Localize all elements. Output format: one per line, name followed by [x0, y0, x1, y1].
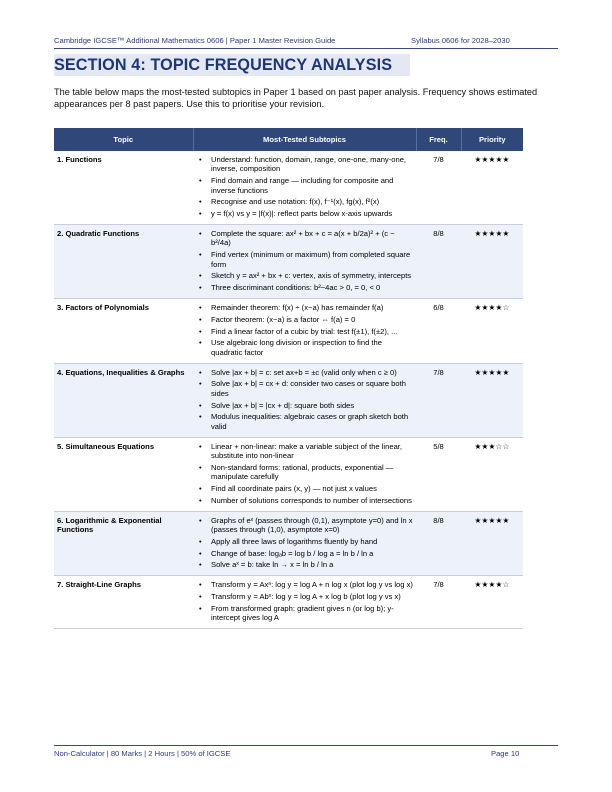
topic-cell: 7. Straight-Line Graphs: [54, 576, 193, 629]
intro-paragraph: The table below maps the most-tested subtopics in Paper 1 based on past paper analysis. Frequency shows estimated appearances per 8 past papers. Use this to prioritise your revision.: [54, 87, 538, 109]
subtopic-list: [196, 229, 413, 293]
topic-cell: 1. Functions: [54, 151, 193, 225]
subtopic-item: • Find a linear factor of a cubic by trial: test f(±1), f(±2), ...: [211, 327, 413, 336]
topic-cell: 6. Logarithmic & Exponential Functions: [54, 511, 193, 576]
subtopic-item: • Three discriminant conditions: b²−4ac > 0, = 0, < 0: [211, 283, 413, 292]
subtopic-item: • Solve |ax + b| = |cx + d|: square both sides: [211, 401, 413, 410]
subtopic-item: • y = f(x) vs y = |f(x)|: reflect parts below x-axis upwards: [211, 209, 413, 218]
subtopic-item: • Graphs of eˣ (passes through (0,1), asymptote y=0) and ln x (passes through (1,0), asymptote x=0): [211, 516, 413, 535]
freq-cell: 8/8: [416, 511, 461, 576]
subtopics-cell: [193, 363, 416, 437]
subtopic-item: • Non-standard forms: rational, products, exponential — manipulate carefully: [211, 463, 413, 482]
table-row: [54, 437, 523, 511]
priority-stars: ★★★★★: [461, 225, 523, 299]
subtopics-cell: [193, 299, 416, 364]
subtopic-list: [196, 155, 413, 219]
topic-cell: 4. Equations, Inequalities & Graphs: [54, 363, 193, 437]
subtopic-item: • Apply all three laws of logarithms fluently by hand: [211, 537, 413, 546]
subtopic-item: • Transform y = Abˣ: log y = log A + x log b (plot log y vs x): [211, 592, 413, 601]
subtopic-item: • Find vertex (minimum or maximum) from completed square form: [211, 250, 413, 269]
subtopic-item: • Use algebraic long division or inspection to find the quadratic factor: [211, 338, 413, 357]
subtopic-item: • Recognise and use notation: f(x), f⁻¹(x), fg(x), f²(x): [211, 197, 413, 206]
freq-cell: 5/8: [416, 437, 461, 511]
subtopic-list: [196, 516, 413, 570]
footer-left-text: Non-Calculator | 80 Marks | 2 Hours | 50% of IGCSE: [54, 749, 231, 758]
table-row: [54, 511, 523, 576]
subtopic-list: [196, 442, 413, 506]
column-header-topic: Topic: [54, 128, 193, 151]
subtopic-item: • Transform y = Axⁿ: log y = log A + n log x (plot log y vs log x): [211, 580, 413, 589]
topic-frequency-table: [54, 128, 523, 629]
subtopic-item: • From transformed graph: gradient gives n (or log b); y-intercept gives log A: [211, 604, 413, 623]
subtopics-cell: [193, 151, 416, 225]
priority-stars: ★★★★★: [461, 363, 523, 437]
table-row: [54, 151, 523, 225]
freq-cell: 7/8: [416, 576, 461, 629]
subtopic-item: • Understand: function, domain, range, one-one, many-one, inverse, composition: [211, 155, 413, 174]
freq-cell: 8/8: [416, 225, 461, 299]
subtopic-item: • Factor theorem: (x−a) is a factor ⇔ f(a) = 0: [211, 315, 413, 324]
freq-cell: 6/8: [416, 299, 461, 364]
table-row: [54, 225, 523, 299]
topic-cell: 3. Factors of Polynomials: [54, 299, 193, 364]
topic-cell: 2. Quadratic Functions: [54, 225, 193, 299]
subtopic-item: • Solve aˣ = b: take ln → x = ln b / ln a: [211, 560, 413, 569]
priority-stars: ★★★★★: [461, 151, 523, 225]
subtopic-item: • Solve |ax + b| = c: set ax+b = ±c (valid only when c ≥ 0): [211, 368, 413, 377]
section-title: SECTION 4: TOPIC FREQUENCY ANALYSIS: [54, 54, 410, 76]
header-right-text: Syllabus 0606 for 2028–2030: [411, 36, 510, 45]
table-row: [54, 576, 523, 629]
header-left-text: Cambridge IGCSE™ Additional Mathematics 0606 | Paper 1 Master Revision Guide: [54, 36, 336, 45]
subtopic-item: • Sketch y = ax² + bx + c: vertex, axis of symmetry, intercepts: [211, 271, 413, 280]
subtopic-item: • Find all coordinate pairs (x, y) — not just x values: [211, 484, 413, 493]
priority-stars: ★★★★☆: [461, 299, 523, 364]
priority-stars: ★★★☆☆: [461, 437, 523, 511]
freq-cell: 7/8: [416, 363, 461, 437]
subtopic-item: • Complete the square: ax² + bx + c = a(x + b/2a)² + (c − b²/4a): [211, 229, 413, 248]
page-number: Page 10: [491, 749, 520, 758]
priority-stars: ★★★★★: [461, 511, 523, 576]
subtopic-item: • Find domain and range — including for composite and inverse functions: [211, 176, 413, 195]
subtopics-cell: [193, 437, 416, 511]
table-row: [54, 363, 523, 437]
subtopic-item: • Change of base: logₐb = log b / log a = ln b / ln a: [211, 549, 413, 558]
running-footer: [54, 745, 558, 760]
priority-stars: ★★★★☆: [461, 576, 523, 629]
subtopic-item: • Solve |ax + b| = cx + d: consider two cases or square both sides: [211, 379, 413, 398]
subtopic-list: [196, 368, 413, 432]
subtopic-list: [196, 580, 413, 622]
subtopic-item: • Remainder theorem: f(x) ÷ (x−a) has remainder f(a): [211, 303, 413, 312]
subtopic-list: [196, 303, 413, 357]
topic-cell: 5. Simultaneous Equations: [54, 437, 193, 511]
subtopics-cell: [193, 225, 416, 299]
column-header-subtopics: Most-Tested Subtopics: [193, 128, 416, 151]
subtopics-cell: [193, 576, 416, 629]
running-header: [54, 36, 558, 49]
column-header-priority: Priority: [461, 128, 523, 151]
subtopic-item: • Linear + non-linear: make a variable subject of the linear, substitute into non-linear: [211, 442, 413, 461]
column-header-freq: Freq.: [416, 128, 461, 151]
subtopic-item: • Number of solutions corresponds to number of intersections: [211, 496, 413, 505]
subtopics-cell: [193, 511, 416, 576]
subtopic-item: • Modulus inequalities: algebraic cases or graph sketch both valid: [211, 412, 413, 431]
table-row: [54, 299, 523, 364]
freq-cell: 7/8: [416, 151, 461, 225]
table-header-row: [54, 128, 523, 151]
